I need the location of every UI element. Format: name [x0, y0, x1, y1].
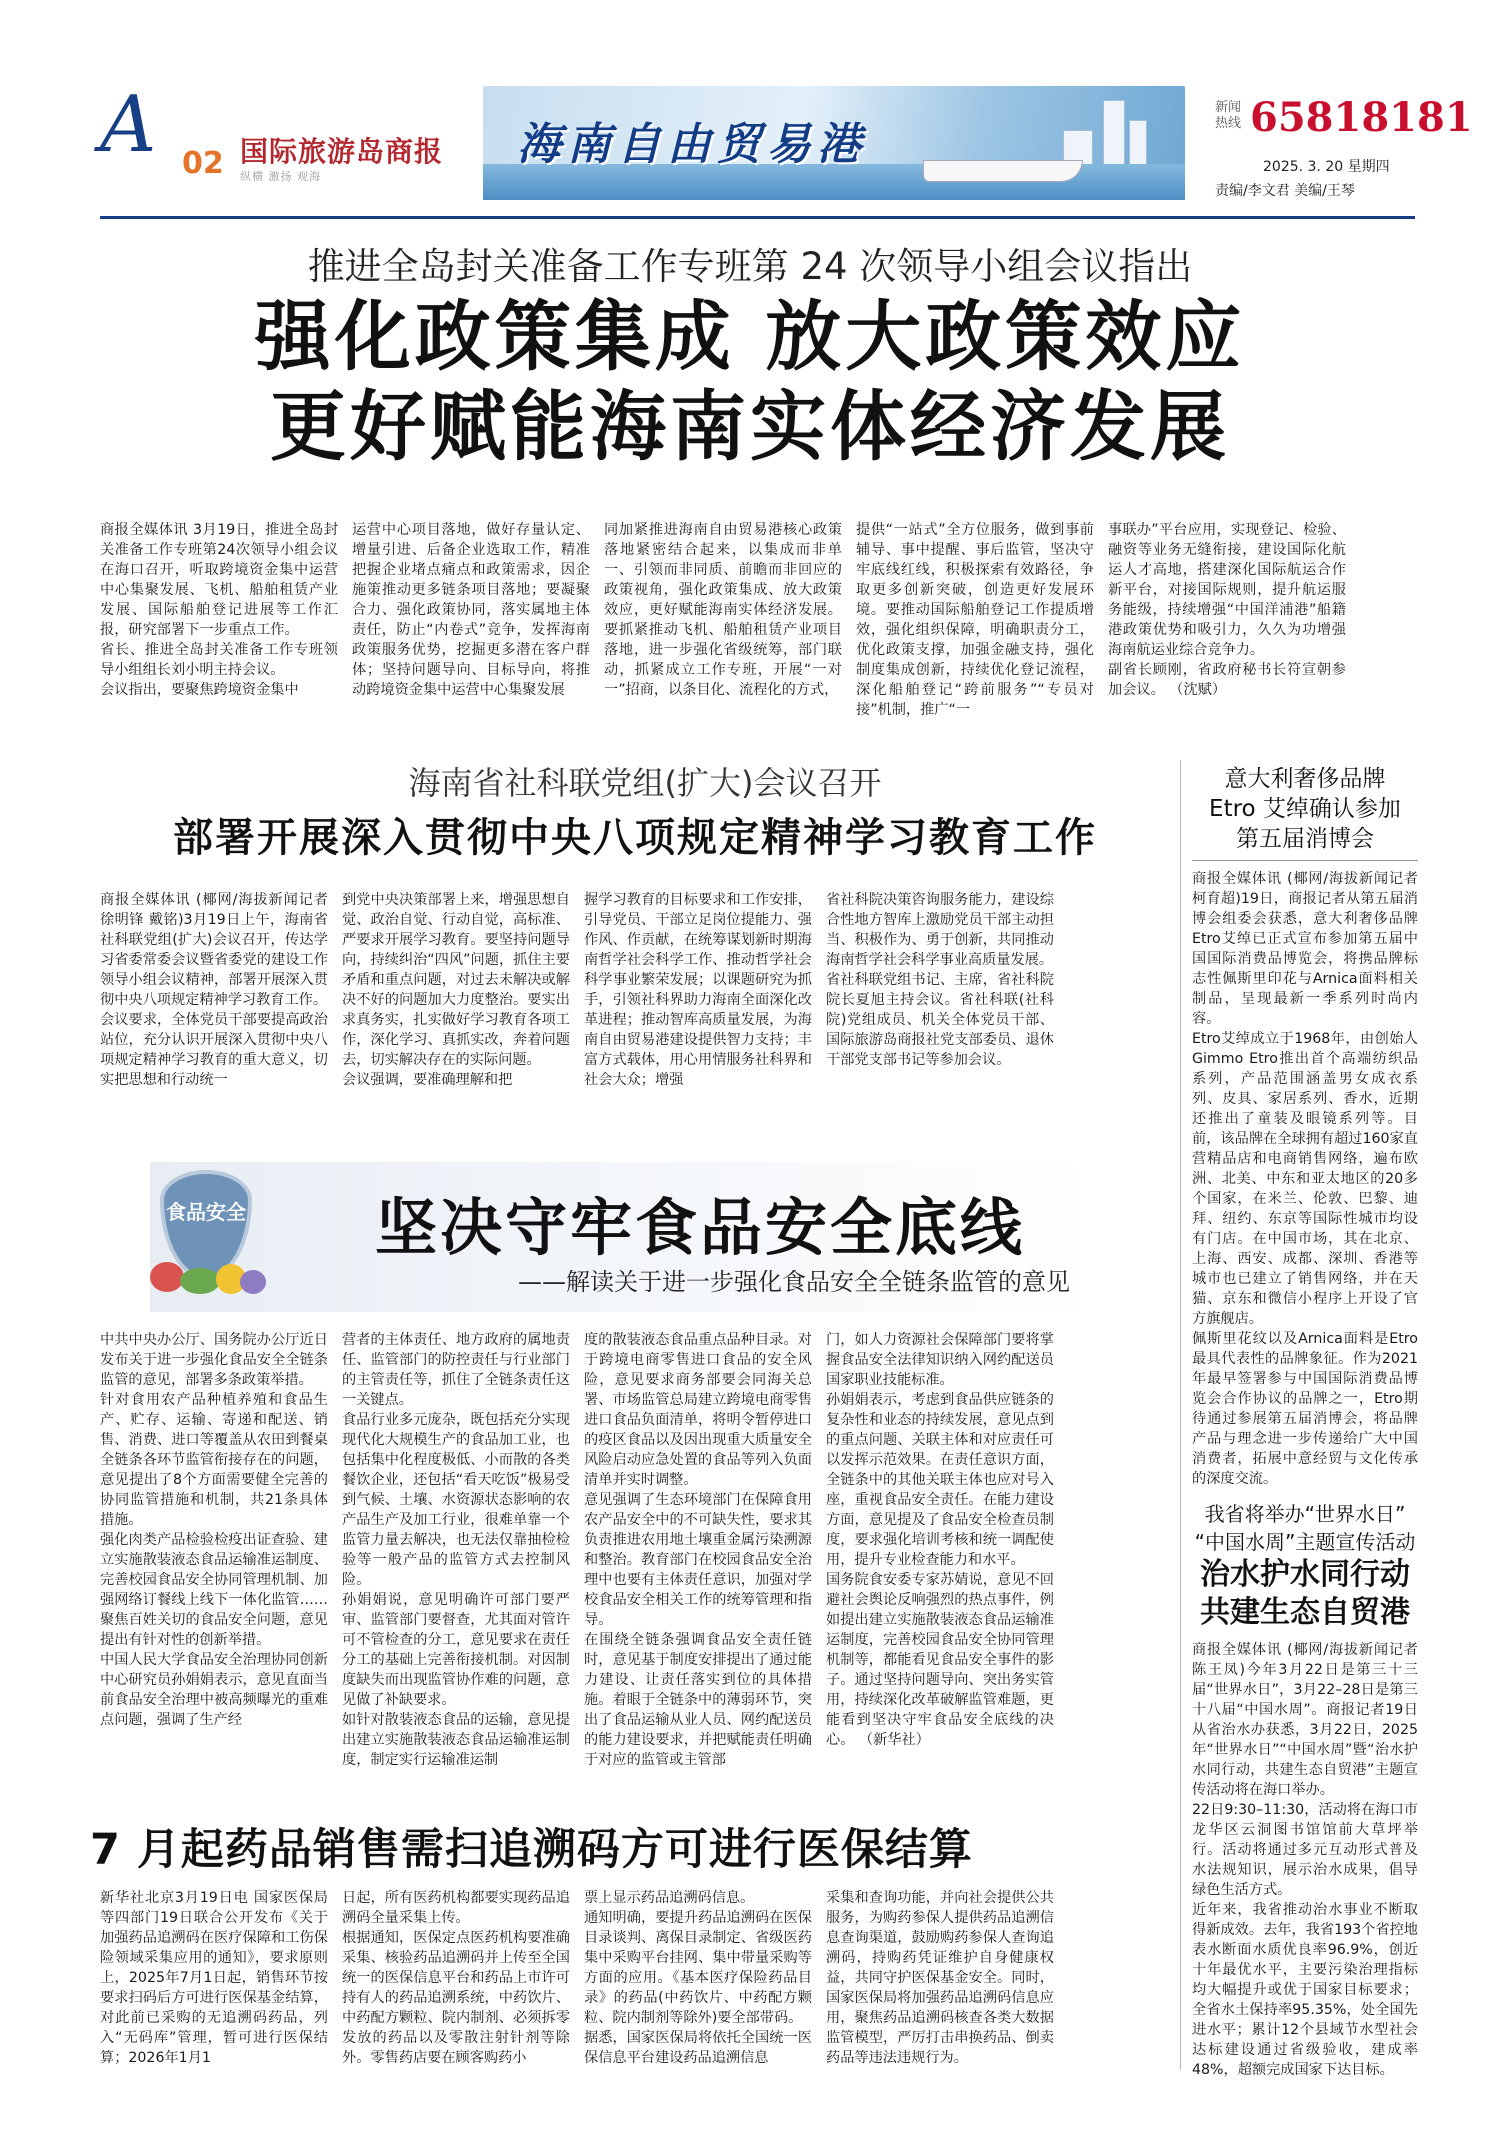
vegetable-icon — [180, 1268, 220, 1294]
food-body — [100, 1330, 1054, 1792]
sidebar1-headline-line3: 第五届消博会 — [1236, 826, 1374, 852]
food-safety-badge: 食品安全 — [166, 1200, 246, 1224]
story4-col-1: 新华社北京3月19日电 国家医保局等四部门19日联合公开发布《关于加强药品追溯码在医疗保障和工伤保险领域采集应用的通知》，要求原则上，2025年7月1日起，销售环节按要求扫码后方可进行医保基金结算，对此前已采购的无追溯码药品，列入“无码库”管理，暂可进行医保结算；2026年1月1 — [100, 1890, 328, 2066]
sidebar-story-2 — [1192, 1500, 1418, 2078]
lead-col-2: 运营中心项目落地，做好存量认定、增量引进、后备企业选取工作，精准把握企业堵点痛点和政策需求，因企施策推动更多链条项目落地；要凝聚合力、强化政策协同，落实属地主体责任，防止“内卷式”竞争，发挥海南政策服务优势，挖掘更多潜在客户群体；坚持问题导向、目标导向，将推动跨境资金集中运营中心集聚发展 — [352, 522, 590, 698]
lead-col-5: 事联办”平台应用，实现登记、检验、融资等业务无缝衔接，建设国际化航运人才高地，搭建深化国际航运合作新平台，对接国际规则，提升航运服务能级，持续增强“中国洋浦港”船籍港政策优势和吸引力，久久为功增强海南航运业综合竞争力。 副省长顾刚，省政府秘书长符宣朝参加会议。 （沈赋） — [1108, 522, 1346, 698]
lead-headline-line2: 更好赋能海南实体经济发展 — [270, 382, 1230, 471]
sidebar1-headline-line1: 意大利奢侈品牌 — [1224, 766, 1386, 792]
building-shape — [1103, 100, 1125, 170]
sidebar1-body: 商报全媒体讯 (椰网/海拔新闻记者 柯育超)19日，商报记者从第五届消博会组委会获悉，意大利奢侈品牌Etro艾绰已正式宣布参加第五届中国国际消费品博览会，将携品牌标志性佩斯里印花与Arnica面料相关制品，呈现最新一季系列时尚内容。 Etro艾绰成立于1968年，由创始人Gimmo Etro推出首个高端纺织品系列，产品范围涵盖男女成衣系列、皮具、家居系列、香水，近期还推出了童装及眼镜系列等。目前，该品牌在全球拥有超过160家直营精品店和电商销售网络，遍布欧洲、北美、中东和亚太地区的20多个国家，在米兰、伦敦、巴黎、迪拜、纽约、东京等国际性城市均设有门店。在中国市场，其在北京、上海、西安、成都、深圳、香港等城市也已建立了销售网络，并在天猫、京东和微信小程序上开设了官方旗舰店。 佩斯里花纹以及Arnica面料是Etro最具代表性的品牌象征。作为2021年最早签署参与中国国际消费品博览会合作协议的品牌之一，Etro期待通过参展第五届消博会，将品牌产品与理念进一步传递给广大中国消费者，拓展中意经贸与文化传承的深度交流。 — [1192, 871, 1418, 1487]
story2-kicker: 海南省社科联党组(扩大)会议召开 — [408, 764, 882, 802]
story2-col-1: 商报全媒体讯 (椰网/海拔新闻记者 徐明锋 戴铭)3月19日上午，海南省社科联党组(扩大)会议召开，传达学习省委常委会议暨省委党的建设工作领导小组会议精神，部署开展深入贯彻中央八项规定精神学习教育工作。 会议要求，全体党员干部要提高政治站位，充分认识开展深入贯彻中央八项规定精神学习教育的重大意义，切实把思想和行动统一 — [100, 892, 328, 1088]
lead-headline-line1: 强化政策集成 放大政策效应 — [254, 292, 1246, 381]
story4-col-3: 票上显示药品追溯码信息。 通知明确，要提升药品追溯码在医保目录谈判、离保目录制定、省级医药集中采购平台挂网、集中带量采购等方面的应用。《基本医疗保险药品目录》的药品(中药饮片、中药配方颗粒、院内制剂等除外)要全部带码。 据悉，国家医保局将依托全国统一医保信息平台建设药品追溯信息 — [584, 1890, 812, 2066]
food-col-3: 度的散装液态食品重点品种目录。对于跨境电商零售进口食品的安全风险，意见要求商务部要会同海关总署、市场监管总局建立跨境电商零售进口食品负面清单，将明令暂停进口的疫区食品以及因出现重大质量安全风险启动应急处置的食品等列入负面清单并实时调整。 意见强调了生态环境部门在保障食用农产品安全中的不可缺失性，要求其负责推进农用地土壤重金属污染溯源和整治。教育部门在校园食品安全治理中也要有主体责任意识，加强对学校食品安全相关工作的统筹管理和指导。 在围绕全链条强调食品安全责任链时，意见基于制度安排提出了通过能力建设、让责任落实到位的具体措施。着眼于全链条中的薄弱环节，突出了食品运输从业人员、网约配送员的能力建设要求，并把赋能责任明确于对应的监管或主管部 — [584, 1332, 812, 1768]
column-banner-title: 海南自由贸易港 — [517, 119, 867, 170]
food-col-4: 门，如人力资源社会保障部门要将掌握食品安全法律知识纳入网约配送员国家职业技能标准。 孙娟娟表示，考虑到食品供应链条的复杂性和业态的持续发展，意见点到的重点问题、关联主体和对应责任可以发挥示范效果。在责任意识方面，全链条中的其他关联主体也应对号入座，重视食品安全责任。在能力建设方面，意见提及了食品安全检查员制度，要求强化培训考核和统一调配使用，提升专业检查能力和水平。 国务院食安委专家苏婧说，意见不回避社会舆论反响强烈的热点事件，例如提出建立实施散装液态食品运输准运制度，完善校园食品安全协同管理机制等，都能看见食品安全事件的影子。通过坚持问题导向、突出务实管用，持续深化改革破解监管难题，更能看到坚决守牢食品安全底线的决心。 （新华社） — [826, 1332, 1054, 1748]
sidebar2-headline-line1: 治水护水同行动 — [1200, 1557, 1410, 1592]
food-safety-subheadline: ——解读关于进一步强化食品安全全链条监管的意见 — [518, 1268, 1070, 1296]
story2-col-4: 省社科院决策咨询服务能力，建设综合性地方智库上激励党员干部主动担当、积极作为、勇于创新，共同推动海南哲学社会科学事业高质量发展。 省社科联党组书记、主席，省社科院院长夏旭主持会议。省社科联(社科院)党组成员、机关全体党员干部、国际旅游岛商报社党支部委员、退休干部党支部书记等参加会议。 — [826, 892, 1054, 1068]
sidebar1-headline-line2: Etro 艾绰确认参加 — [1209, 796, 1401, 822]
story4-col-2: 日起，所有医药机构都要实现药品追溯码全量采集上传。 根据通知，医保定点医药机构要准确采集、核验药品追溯码并上传至全国统一的医保信息平台和药品上市许可持有人的药品追溯系统，中药饮片、中药配方颗粒、院内制剂、必须拆零发放的药品以及零散注射针剂等除外。零售药店要在顾客购药小 — [342, 1890, 570, 2066]
sidebar2-kicker-line2: “中国水周”主题宣传活动 — [1194, 1530, 1416, 1554]
column-banner-image — [483, 86, 1185, 200]
hotline-number: 65818181 — [1250, 94, 1473, 141]
story4-col-4: 采集和查询功能，并向社会提供公共服务，为购药参保人提供药品追溯信息查询渠道，鼓励购药参保人查询追溯码，持购药凭证维护自身健康权益，共同守护医保基金安全。同时，国家医保局将加强药品追溯码信息应用，聚焦药品追溯码核查各类大数据监管模型，严厉打击串换药品、倒卖药品等违法违规行为。 — [826, 1890, 1054, 2066]
page-number: 02 — [182, 146, 224, 181]
story4-headline: 7 月起药品销售需扫追溯码方可进行医保结算 — [90, 1825, 973, 1875]
eggplant-icon — [240, 1270, 266, 1294]
tomato-icon — [150, 1262, 184, 1292]
paper-slogan: 纵横 激扬 观海 — [240, 170, 321, 183]
story2-headline: 部署开展深入贯彻中央八项规定精神学习教育工作 — [173, 815, 1097, 861]
lead-body — [100, 520, 1346, 718]
food-col-1: 中共中央办公厅、国务院办公厅近日发布关于进一步强化食品安全全链条监管的意见，部署多条政策举措。 针对食用农产品种植养殖和食品生产、贮存、运输、寄递和配送、销售、消费、进口等覆盖从农田到餐桌全链条各环节监管衔接存在的问题，意见提出了8个方面需要健全完善的协同监管措施和机制，共21条具体措施。 强化肉类产品检验检疫出证查验、建立实施散装液态食品运输准运制度、完善校园食品安全协同管理机制、加强网络订餐线上线下一体化监管……聚焦百姓关切的食品安全问题，意见提出有针对性的创新举措。 中国人民大学食品安全治理协同创新中心研究员孙娟娟表示，意见直面当前食品安全治理中被高频曝光的重难点问题，强调了生产经 — [100, 1332, 328, 1728]
cruise-ship-shape — [923, 160, 1083, 182]
food-safety-headline: 坚决守牢食品安全底线 — [374, 1191, 1025, 1264]
story2-body — [100, 890, 1054, 1150]
story4-body — [100, 1888, 1054, 2068]
masthead — [100, 80, 1473, 210]
sidebar-divider — [1180, 760, 1181, 2070]
sidebar2-headline-line2: 共建生态自贸港 — [1200, 1595, 1410, 1630]
hotline-label: 新闻热线 — [1215, 100, 1242, 131]
lead-headline — [0, 292, 1500, 472]
building-shape — [1129, 120, 1147, 170]
lead-col-3: 同加紧推进海南自由贸易港核心政策落地紧密结合起来，以集成而非单一、引领而非同质、前瞻而非回应的政策视角，强化政策集成、放大政策效应，更好赋能海南实体经济发展。要抓紧推动飞机、船舶租赁产业项目落地，进一步强化省级统筹，部门联动，抓紧成立工作专班，开展“一对一”招商，以条目化、流程化的方式， — [604, 522, 842, 698]
issue-date: 2025. 3. 20 星期四 — [1263, 159, 1390, 175]
sidebar2-body: 商报全媒体讯 (椰网/海拔新闻记者 陈王凤)今年3月22日是第三十三届“世界水日”，3月22–28日是第三十八届“中国水周”。商报记者19日从省治水办获悉，3月22日，2025年“世界水日”“中国水周”暨“治水护水同行动，共建生态自贸港”主题宣传活动将在海口举办。 22日9:30–11:30，活动将在海口市龙华区云洞图书馆馆前大草坪举行。活动将通过多元互动形式普及水法规知识，展示治水成果，倡导绿色生活方式。 近年来，我省推动治水事业不断取得新成效。去年，我省193个省控地表水断面水质优良率96.9%，创近十年最优水平，主要污染治理指标均大幅提升或优于国家目标要求；全省水土保持率95.35%，处全国先进水平；累计12个县域节水型社会达标建设通过省级验收，建成率48%，超额完成国家下达目标。 — [1192, 1642, 1418, 2078]
sidebar2-kicker-line1: 我省将举办“世界水日” — [1204, 1502, 1406, 1526]
lead-col-1: 商报全媒体讯 3月19日，推进全岛封关准备工作专班第24次领导小组会议在海口召开，听取跨境资金集中运营中心集聚发展、飞机、船舶租赁产业发展、国际船舶登记进展等工作汇报，研究部署下一步重点工作。 省长、推进全岛封关准备工作专班领导小组组长刘小明主持会议。 会议指出，要聚焦跨境资金集中 — [100, 522, 338, 698]
lead-col-4: 提供“一站式”全方位服务，做到事前辅导、事中提醒、事后监管，坚决守牢底线红线，积极探索有效路径，争取更多创新突破，创造更好发展环境。要推动国际船舶登记工作提质增效，强化组织保障，明确职责分工，优化政策支撑，加强金融支持，强化制度集成创新，持续优化登记流程，深化船舶登记“跨前服务”“专员对接”机制，推广“一 — [856, 522, 1094, 718]
masthead-rule — [100, 216, 1415, 219]
story2-col-2: 到党中央决策部署上来，增强思想自觉、政治自觉、行动自觉，高标准、严要求开展学习教育。要坚持问题导向，持续纠治“四风”问题，抓住主要矛盾和重点问题，对过去未解决或解决不好的问题加大力度整治。要实出求真务实，扎实做好学习教育各项工作，深化学习、真抓实改，奔着问题去，切实解决存在的实际问题。 会议强调，要准确理解和把 — [342, 892, 570, 1088]
sidebar1-rule — [1192, 860, 1418, 861]
lead-kicker: 推进全岛封关准备工作专班第 24 次领导小组会议指出 — [307, 245, 1193, 288]
page-letter: A — [100, 80, 157, 170]
story2-col-3: 握学习教育的目标要求和工作安排，引导党员、干部立足岗位提能力、强作风、作贡献，在统筹谋划新时期海南哲学社会科学工作、推动哲学社会科学事业繁荣发展；以课题研究为抓手，引领社科界助力海南全面深化改革进程；推动智库高质量发展，为海南自由贸易港建设提供智力支持；丰富方式载体，用心用情服务社科界和社会大众；增强 — [584, 892, 812, 1088]
paper-name-logo: 国际旅游岛商报 — [240, 135, 444, 168]
sidebar-story-1 — [1192, 764, 1418, 1489]
editors-credit: 责编/李文君 美编/王琴 — [1215, 183, 1355, 199]
food-col-2: 营者的主体责任、地方政府的属地责任、监管部门的防控责任与行业部门的主管责任等，抓住了全链条责任这一关键点。 食品行业多元庞杂，既包括充分实现现代化大规模生产的食品加工业，也包括集中化程度极低、小而散的各类餐饮企业，还包括“看天吃饭”极易受到气候、土壤、水资源状态影响的农产品生产及加工行业，很难单靠一个监管力量去解决，也无法仅靠抽检检验等一般产品的监管方式去控制风险。 孙娟娟说，意见明确许可部门要严审、监管部门要督查，尤其面对管许可不管检查的分工，意见要求在责任分工的基础上完善衔接机制。对因制度缺失而出现监管协作难的问题，意见做了补缺要求。 如针对散装液态食品的运输，意见提出建立实施散装液态食品运输准运制度，制定实行运输准运制 — [342, 1332, 570, 1768]
